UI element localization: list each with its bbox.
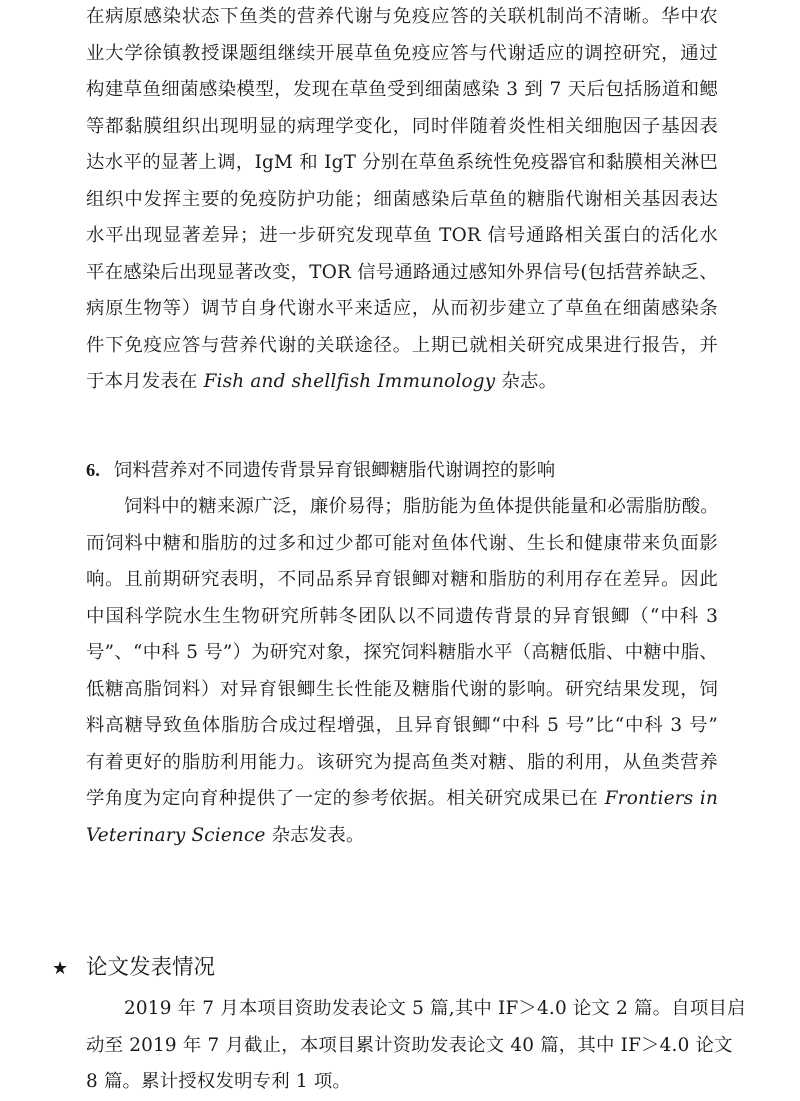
text-line: 2019 年 7 月本项目资助发表论文 5 篇,其中 IF＞4.0 论文 2 篇。自项目启 xyxy=(124,998,746,1019)
star-icon: ★ xyxy=(52,958,69,979)
section-number: 6. xyxy=(86,460,100,480)
text-segment: 杂志。 xyxy=(495,371,558,392)
publications-heading xyxy=(52,950,215,987)
text-line: 号”、“中科 5 号”）为研究对象，探究饲料糖脂水平（高糖低脂、中糖中脂、 xyxy=(86,642,718,663)
section-title: 饲料营养对不同遗传背景异育银鲫糖脂代谢调控的影响 xyxy=(113,460,556,481)
text-line: 构建草鱼细菌感染模型，发现在草鱼受到细菌感染 3 到 7 天后包括肠道和鳃 xyxy=(86,79,718,100)
section-heading xyxy=(86,452,718,489)
text-line: 而饲料中糖和脂肪的过多和过少都可能对鱼体代谢、生长和健康带来负面影 xyxy=(86,532,718,554)
text-line: 组织中发挥主要的免疫防护功能；细菌感染后草鱼的糖脂代谢相关基因表达 xyxy=(86,188,718,210)
text-line xyxy=(86,364,718,401)
text-line: 8 篇。累计授权发明专利 1 项。 xyxy=(86,1071,352,1092)
text-line: 件下免疫应答与营养代谢的关联途径。上期已就相关研究成果进行报告，并 xyxy=(86,334,718,356)
text-segment: 杂志发表。 xyxy=(265,824,365,846)
text-line: 病原生物等）调节自身代谢水平来适应，从而初步建立了草鱼在细菌感染条 xyxy=(86,298,718,319)
text-line: 达水平的显著上调，IgM 和 IgT 分别在草鱼系统性免疫器官和黏膜相关淋巴 xyxy=(86,152,718,173)
journal-name: Fish and shellfish Immunology xyxy=(203,371,496,392)
text-line: 低糖高脂饲料）对异育银鲫生长性能及糖脂代谢的影响。研究结果发现，饲 xyxy=(86,678,718,700)
text-line: 业大学徐镇教授课题组继续开展草鱼免疫应答与代谢适应的调控研究，通过 xyxy=(86,42,718,64)
text-line: 有着更好的脂肪利用能力。该研究为提高鱼类对糖、脂的利用，从鱼类营养 xyxy=(86,751,718,773)
text-segment: 学角度为定向育种提供了一定的参考依据。相关研究成果已在 xyxy=(86,788,605,809)
journal-name: Veterinary Science xyxy=(86,824,266,846)
text-segment: 于本月发表在 xyxy=(86,371,204,392)
paragraph-grass-carp-immunity xyxy=(86,0,718,401)
text-line xyxy=(86,818,718,855)
text-line: 在病原感染状态下鱼类的营养代谢与免疫应答的关联机制尚不清晰。华中农 xyxy=(86,6,718,27)
text-line: 中国科学院水生生物研究所韩冬团队以不同遗传背景的异育银鲫（“中科 3 xyxy=(86,605,718,627)
text-line: 动至 2019 年 7 月截止，本项目累计资助发表论文 40 篇，其中 IF＞4.0 论文 xyxy=(86,1034,733,1056)
text-line: 料高糖导致鱼体脂肪合成过程增强，且异育银鲫“中科 5 号”比“中科 3 号” xyxy=(86,715,718,736)
text-line: 响。且前期研究表明，不同品系异育银鲫对糖和脂肪的利用存在差异。因此 xyxy=(86,569,718,590)
publications-title: 论文发表情况 xyxy=(86,955,216,980)
text-line xyxy=(86,781,718,818)
paragraph-gibel-carp-metabolism xyxy=(86,489,718,854)
journal-name: Frontiers in xyxy=(604,788,718,809)
text-line: 饲料中的糖来源广泛，廉价易得；脂肪能为鱼体提供能量和必需脂肪酸。 xyxy=(124,496,719,517)
paragraph-publications xyxy=(86,991,746,1101)
text-line: 平在感染后出现显著改变，TOR 信号通路通过感知外界信号(包括营养缺乏、 xyxy=(86,261,718,283)
text-line: 水平出现显著差异；进一步研究发现草鱼 TOR 信号通路相关蛋白的活化水 xyxy=(86,225,718,246)
text-line: 等都黏膜组织出现明显的病理学变化，同时伴随着炎性相关细胞因子基因表 xyxy=(86,115,718,137)
